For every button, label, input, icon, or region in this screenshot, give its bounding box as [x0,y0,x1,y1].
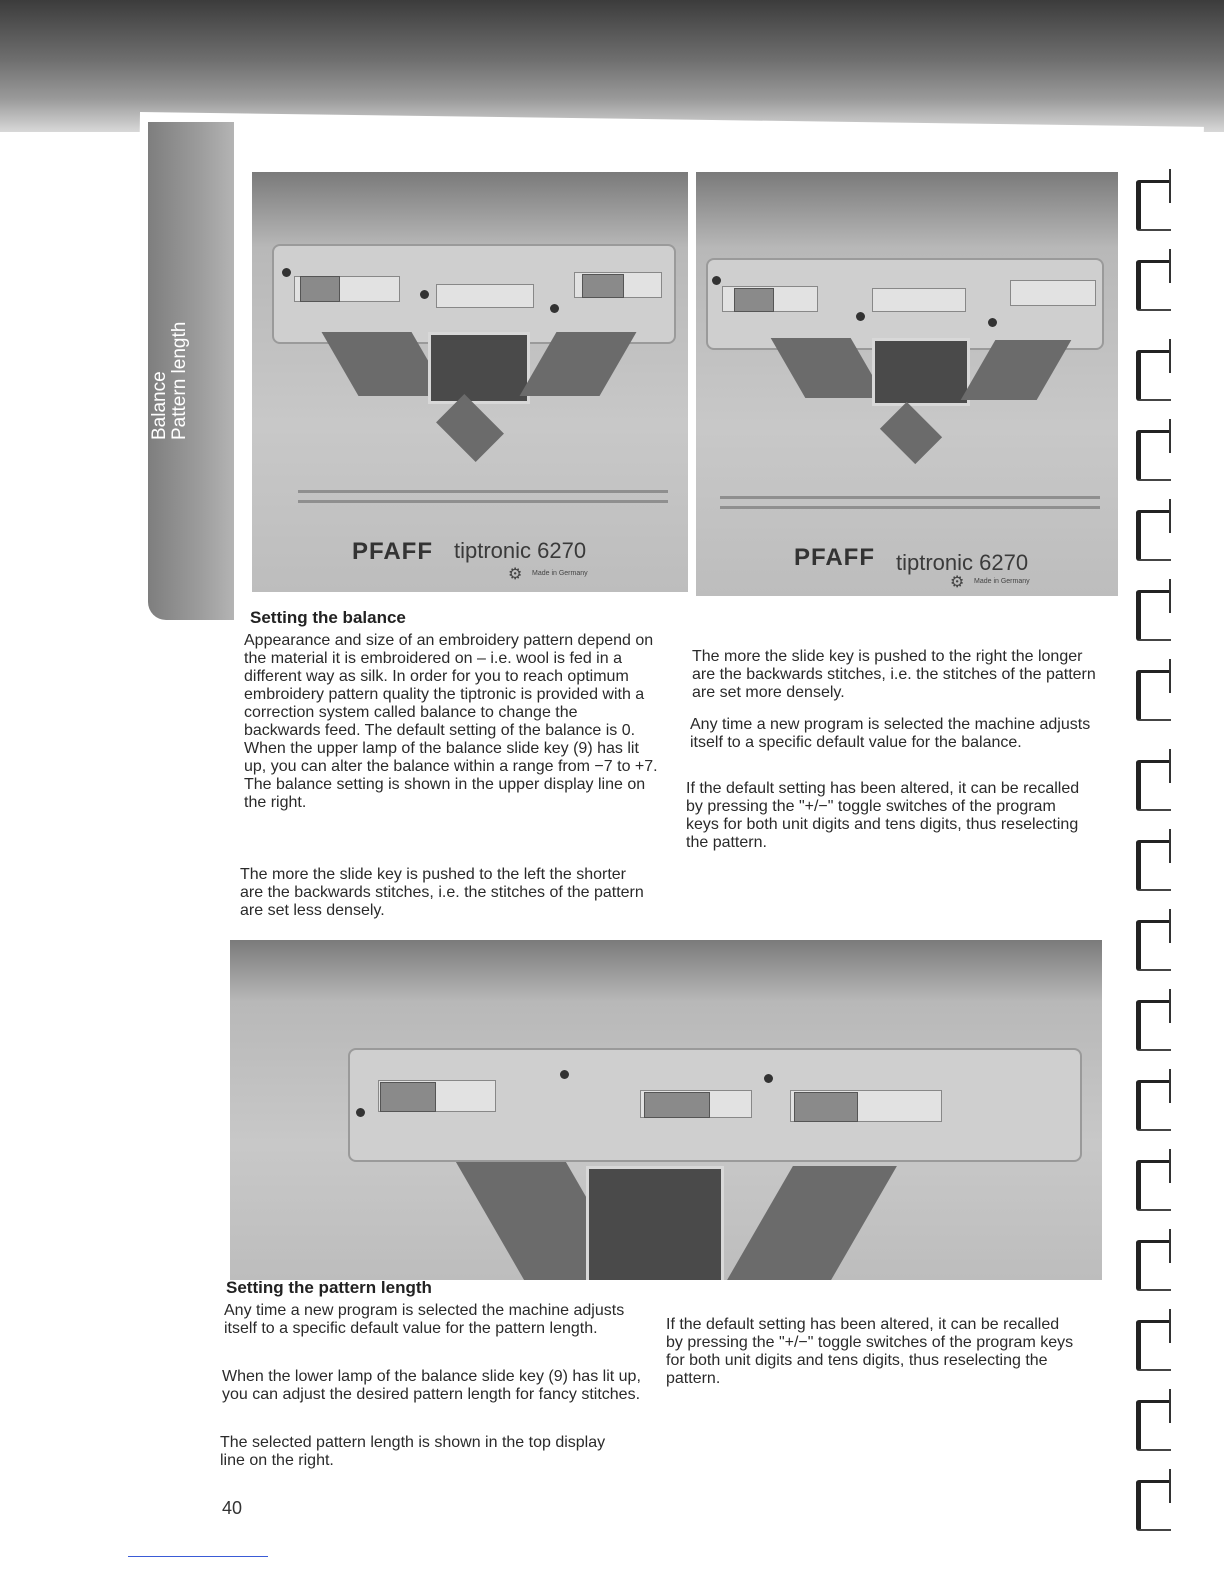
balance-paragraph-4: Any time a new program is selected the machine adjusts itself to a specific default value for the balance. [690,716,1091,751]
pattern-length-paragraph-2: When the lower lamp of the balance slide key (9) has lit up, you can adjust the desired pattern length for fancy stitches. [222,1368,641,1403]
balance-paragraph-3: The more the slide key is pushed to the right the longer are the backwards stitches, i.e. the stitches of the pattern are set more densely. [692,648,1096,701]
photo-balance-right [696,172,1118,596]
tab-label-balance: Balance [149,371,170,440]
page-number: 40 [222,1498,243,1518]
made-in-label: Made in Germany [532,570,588,577]
gear-icon: ⚙ [508,566,523,583]
brand-logo: PFAFF [794,544,875,571]
balance-paragraph-1: Appearance and size of an embroidery pattern depend on the material it is embroidered on – i.e. wool is fed in a different way as silk. In order for you to reach optimum embroidery pattern quality the tiptronic is provided with a correction system called balance to change the backwards feed. The default setting of the balance is 0. When the upper lamp of the balance slide key (9) has lit up, you can alter the balance within a range from −7 to +7. The balance setting is shown in the upper display line on the right. [244,632,658,811]
model-name: tiptronic 6270 [896,550,1029,575]
balance-paragraph-5: If the default setting has been altered, it can be recalled by pressing the "+/−" toggle switches of the program keys for both unit digits and tens digits, thus reselecting the pattern. [686,780,1080,851]
brand-logo: PFAFF [352,538,433,565]
pattern-length-paragraph-1: Any time a new program is selected the machine adjusts itself to a specific default value for the pattern length. [224,1302,625,1337]
section-tab-label [150,260,230,440]
made-in-label: Made in Germany [974,578,1030,585]
balance-heading: Setting the balance [250,608,406,627]
model-name: tiptronic 6270 [454,538,587,563]
tab-label-pattern-length: Pattern length [169,321,190,440]
balance-paragraph-2: The more the slide key is pushed to the left the shorter are the backwards stitches, i.e. the stitches of the pattern are set less densely. [240,866,644,919]
gear-icon: ⚙ [950,574,965,591]
spiral-binding [1120,140,1190,1560]
photo-balance-left [252,172,688,592]
pattern-length-paragraph-4: If the default setting has been altered, it can be recalled by pressing the "+/−" toggle switches of the program keys for both unit digits and tens digits, thus reselecting the pattern. [666,1316,1074,1387]
scan-edge-line [128,1556,268,1557]
photo-pattern-length [230,940,1102,1280]
pattern-length-heading: Setting the pattern length [226,1278,432,1297]
pattern-length-paragraph-3: The selected pattern length is shown in the top display line on the right. [220,1434,606,1469]
